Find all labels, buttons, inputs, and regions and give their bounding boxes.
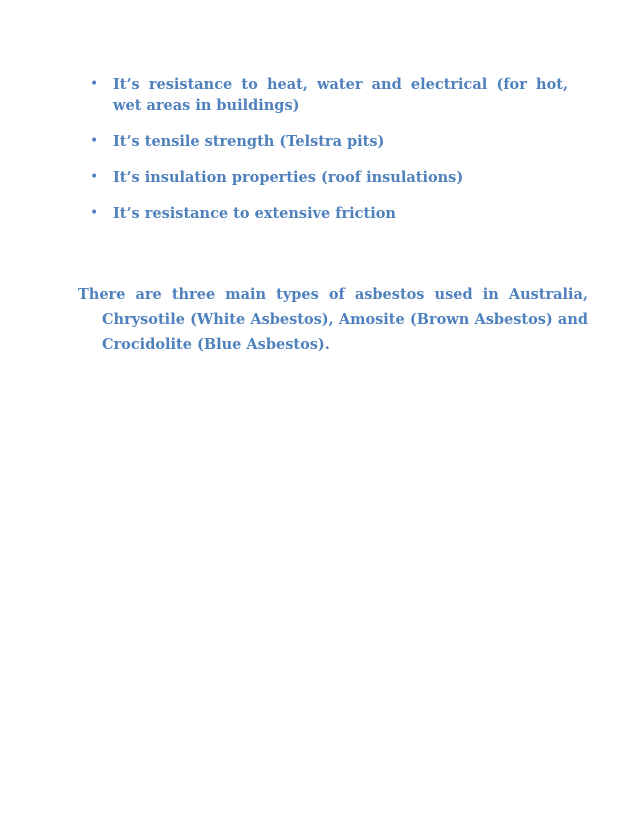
bullet-icon: •	[90, 205, 99, 221]
list-item	[90, 74, 568, 116]
bullet-text: It’s resistance to extensive friction	[113, 205, 396, 222]
bullet-list	[90, 74, 568, 239]
bullet-icon: •	[90, 169, 99, 185]
bullet-text: It’s tensile strength (Telstra pits)	[113, 133, 385, 150]
bullet-text: It’s insulation properties (roof insulations)	[113, 169, 464, 186]
list-item	[90, 131, 568, 152]
bullet-text: It’s resistance to heat, water and electrical (for hot, wet areas in buildings)	[113, 76, 568, 114]
asbestos-types-paragraph: There are three main types of asbestos used in Australia, Chrysotile (White Asbestos), Amosite (Brown Asbestos) and Crocidolite (Blue Asbestos).	[78, 286, 588, 353]
list-item	[90, 203, 568, 224]
list-item	[90, 167, 568, 188]
bullet-icon: •	[90, 76, 99, 92]
bullet-icon: •	[90, 133, 99, 149]
